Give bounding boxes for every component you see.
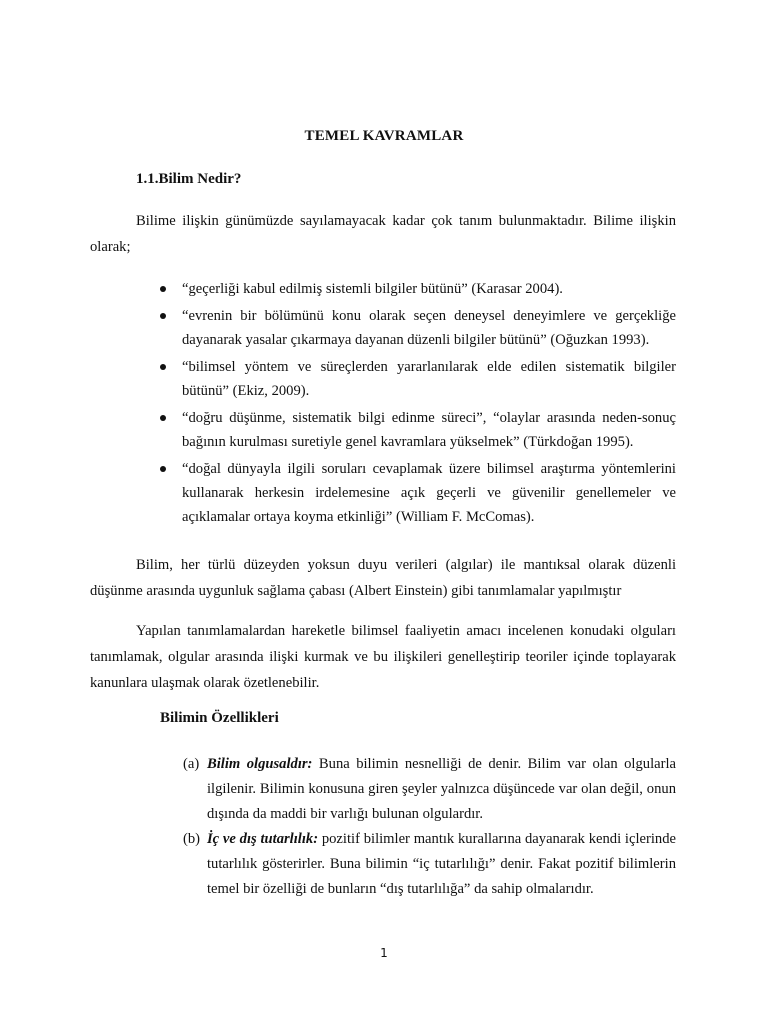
- list-item: [160, 277, 676, 301]
- list-item: [183, 752, 676, 827]
- page-number: 1: [380, 946, 388, 960]
- feature-term: İç ve dış tutarlılık:: [207, 831, 319, 847]
- summary-paragraph: Yapılan tanımlamalardan hareketle bilimsel faaliyetin amacı incelenen konudaki olguları tanımlamak, olgular arasında ilişki kurmak ve bu ilişkileri genelleştirip teoriler içinde toplayarak kanunlara ulaşmak olarak özetlenebilir.: [90, 623, 676, 691]
- bullet-icon: [160, 415, 166, 421]
- bullet-icon: [160, 364, 166, 370]
- list-item: [160, 457, 676, 529]
- definition-text: “evrenin bir bölümünü konu olarak seçen deneysel deneyimlere ve gerçekliğe dayanarak yasalar çıkarmaya dayanan düzenli bilgiler bütünü” (Oğuzkan 1993).: [182, 308, 676, 348]
- intro-paragraph: Bilime ilişkin günümüzde sayılamayacak kadar çok tanım bulunmaktadır. Bilime ilişkin olarak;: [90, 213, 676, 255]
- list-item: [160, 304, 676, 352]
- definitions-list: [160, 277, 676, 532]
- definition-text: “doğal dünyayla ilgili soruları cevaplamak üzere bilimsel araştırma yöntemlerini kullanarak herkesin irdelemesine açık geçerli ve güvenilir genellemeler ve açıklamalar ortaya koyma etkinliği” (William F. McComas).: [182, 461, 676, 525]
- bullet-icon: [160, 466, 166, 472]
- feature-text: Buna bilimin nesnelliği de denir. Bilim var olan olgularla ilgilenir. Bilimin konusuna giren şeyler yalnızca düşüncede var olan değil, onun dışında da maddi bir varlığı bulunan olgulardır.: [207, 756, 676, 822]
- definition-text: “bilimsel yöntem ve süreçlerden yararlanılarak elde edilen sistematik bilgiler bütünü” (Ekiz, 2009).: [182, 359, 676, 399]
- list-marker: (a): [183, 756, 200, 772]
- list-item: [183, 827, 676, 902]
- bullet-icon: [160, 313, 166, 319]
- definition-text: “geçerliği kabul edilmiş sistemli bilgiler bütünü” (Karasar 2004).: [182, 281, 563, 297]
- page-title: TEMEL KAVRAMLAR: [304, 128, 464, 144]
- section-heading: 1.1.Bilim Nedir?: [136, 171, 242, 187]
- einstein-paragraph: Bilim, her türlü düzeyden yoksun duyu verileri (algılar) ile mantıksal olarak düzenli düşünme arasında uygunluk sağlama çabası (Albert Einstein) gibi tanımlamalar yapılmıştır: [90, 557, 676, 599]
- features-list: [183, 752, 676, 902]
- feature-term: Bilim olgusaldır:: [207, 756, 313, 772]
- bullet-icon: [160, 286, 166, 292]
- list-item: [160, 355, 676, 403]
- definition-text: “doğru düşünme, sistematik bilgi edinme süreci”, “olaylar arasında neden-sonuç bağının kurulması suretiyle genel kavramlara yükselmek” (Türkdoğan 1995).: [182, 410, 676, 450]
- list-item: [160, 406, 676, 454]
- list-marker: (b): [183, 831, 201, 847]
- feature-text: pozitif bilimler mantık kurallarına dayanarak kendi içlerinde tutarlılık gösterirler. Buna bilimin “iç tutarlılığı” denir. Fakat pozitif bilimlerin temel bir özelliği de bunların “dış tutarlılığa” da sahip olmalarıdır.: [207, 831, 676, 897]
- subheading: Bilimin Özellikleri: [160, 710, 279, 726]
